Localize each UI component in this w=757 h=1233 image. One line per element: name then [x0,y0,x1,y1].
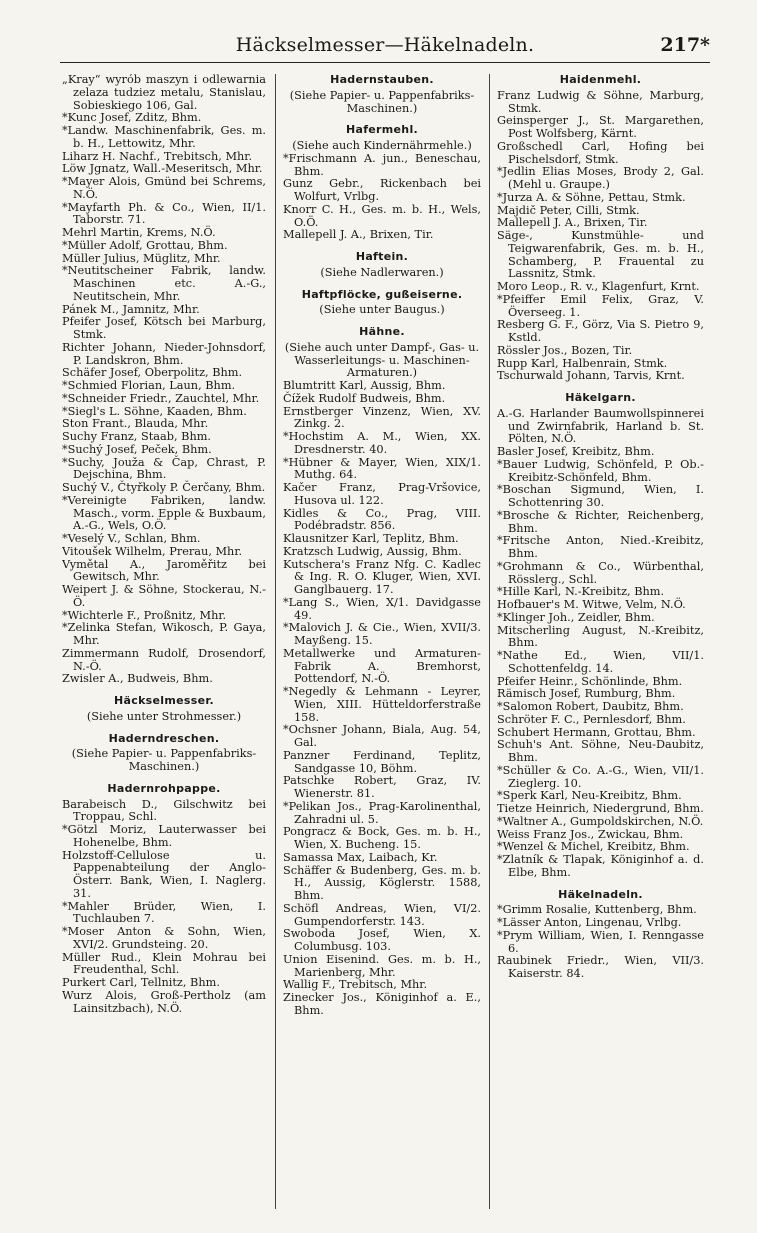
directory-entry: *Müller Adolf, Grottau, Bhm. [62,238,228,252]
directory-entry: Raubinek Friedr., Wien, VII/3. Kaiserstr. 84. [497,954,704,980]
directory-entry: *Zlatník & Tlapak, Königinhof a. d. Elbe, Bhm. [497,853,704,879]
section-note: (Siehe Nadlerwaren.) [320,265,444,279]
directory-entry: Purkert Carl, Tellnitz, Bhm. [62,976,220,989]
directory-entry: Weipert J. & Söhne, Stockerau, N.-Ö. [62,583,266,609]
directory-entry: *Neutitscheiner Fabrik, landw. Maschinen etc. A.-G., Neutitschein, Mhr. [62,264,266,303]
column-left [62,74,266,1209]
directory-entry: Wallig F., Trebitsch, Mhr. [283,978,428,992]
directory-entry: Gunz Gebr., Rickenbach bei Wolfurt, Vrlbg. [283,177,481,203]
directory-entry: Zimmermann Rudolf, Drosendorf, N.-Ö. [62,646,266,673]
directory-section [283,124,481,242]
directory-entry: Patschke Robert, Graz, IV. Wienerstr. 81. [283,774,481,800]
directory-entry: Schubert Hermann, Grottau, Bhm. [497,725,696,739]
directory-entry: Kutschera's Franz Nfg. C. Kadlec & Ing. R. O. Kluger, Wien, XVI. Ganglbauerg. 17. [283,557,481,596]
section-note: (Siehe Papier- u. Pappenfabriks-Maschinen.) [289,88,475,115]
directory-entry: Löw Jgnatz, Wall.-Meseritsch, Mhr. [62,162,263,176]
directory-entry: Ernstberger Vinzenz, Wien, XV. Zinkg. 2. [283,404,481,431]
directory-entry: Weiss Franz Jos., Zwickau, Bhm. [497,827,684,841]
directory-entry: Liharz H. Nachf., Trebitsch, Mhr. [62,149,253,163]
directory-entry: *Siegl's L. Söhne, Kaaden, Bhm. [62,404,247,418]
directory-entry: Müller Rud., Klein Mohrau bei Freudenthal, Schl. [62,950,266,977]
directory-entry: Schuh's Ant. Söhne, Neu-Daubitz, Bhm. [497,738,704,764]
directory-entry: *Hübner & Mayer, Wien, XIX/1. Muthg. 64. [283,455,481,482]
directory-entry: *Suchý Josef, Peček, Bhm. [62,442,212,456]
directory-entry: „Kray“ wyrób maszyn i odlewarnia zelaza tudziez metalu, Stanislau, Sobieskiego 106, Gal. [62,74,266,112]
section-heading: Hähne. [359,325,405,338]
directory-entry: Mitscherling August, N.-Kreibitz, Bhm. [497,623,704,650]
directory-section [497,392,704,880]
section-note: (Siehe auch unter Dampf-, Gas- u. Wasserleitungs- u. Maschinen-Armaturen.) [284,340,480,380]
directory-entry: Vitoušek Wilhelm, Prerau, Mhr. [62,544,243,558]
directory-entry: Geinsperger J., St. Margarethen, Post Wolfsberg, Kärnt. [497,114,704,140]
directory-entry: *Wenzel & Michel, Kreibitz, Bhm. [497,840,690,854]
directory-entry: *Kunc Josef, Zditz, Bhm. [62,111,202,125]
directory-entry: *Jurza A. & Söhne, Pettau, Stmk. [497,190,686,204]
directory-entry: Säge-, Kunstmühle- und Teigwarenfabrik, Ges. m. b. H., Schamberg, P. Frauental zu Lassnitz, Stmk. [497,229,704,281]
directory-entry: *Negedly & Lehmann - Leyrer, Wien, XIII. Hütteldorferstraße 158. [283,685,481,724]
directory-entry: Barabeisch D., Gilschwitz bei Troppau, Schl. [62,797,266,824]
directory-entry: Rupp Karl, Halbenrain, Stmk. [497,356,668,370]
directory-entry: *Frischmann A. jun., Beneschau, Bhm. [283,151,481,178]
directory-entry: *Brosche & Richter, Reichenberg, Bhm. [497,508,704,535]
directory-entry: *Mayfarth Ph. & Co., Wien, II/1. Taborstr. 71. [62,200,266,227]
directory-entry: Richter Johann, Nieder-Johnsdorf, P. Landskron, Bhm. [62,340,266,367]
directory-entry: *Mahler Brüder, Wien, I. Tuchlauben 7. [62,899,266,926]
directory-section [62,695,266,724]
directory-entry: *Veselý V., Schlan, Bhm. [62,532,201,545]
directory-section [497,889,704,981]
directory-entry: *Hochstim A. M., Wien, XX. Dresdnerstr. 40. [283,430,481,456]
directory-entry: *Salomon Robert, Daubitz, Bhm. [497,700,684,713]
directory-entry: *Götzl Moriz, Lauterwasser bei Hohenelbe, Bhm. [62,823,266,849]
section-heading: Häkelgarn. [565,391,636,404]
directory-entry: Suchý V., Čtyřkoly P. Čerčany, Bhm. [62,481,266,494]
directory-entry: *Nathe Ed., Wien, VII/1. Schottenfeldg. 14. [497,649,704,675]
directory-entry: *Jedlin Elias Moses, Brody 2, Gal. (Mehl u. Graupe.) [497,165,704,191]
directory-entry: Kratzsch Ludwig, Aussig, Bhm. [283,544,462,558]
column-divider [489,74,490,1209]
directory-entry: *Schneider Friedr., Zauchtel, Mhr. [62,391,260,405]
directory-entry: *Moser Anton & Sohn, Wien, XVI/2. Grundsteing. 20. [62,925,266,951]
directory-entry: *Malovich J. & Cie., Wien, XVII/3. Mayßeng. 15. [283,621,481,647]
directory-entry: A.-G. Harlander Baumwollspinnerei und Zwirnfabrik, Harland b. St. Pölten, N.Ö. [497,406,704,446]
directory-entry: *Hille Karl, N.-Kreibitz, Bhm. [497,585,665,599]
column-right [497,74,704,1209]
directory-section [62,783,266,1016]
directory-entry: Schöfl Andreas, Wien, VI/2. Gumpendorferstr. 143. [283,901,481,928]
directory-entry: Holzstoff-Cellulose u. Pappenabteilung der Anglo-Österr. Bank, Wien, I. Naglerg. 31. [62,848,266,900]
directory-entry: *Mayer Alois, Gmünd bei Schrems, N.Ö. [62,175,266,201]
directory-entry: Ston Frant., Blauda, Mhr. [62,417,209,431]
section-heading: Hadernrohpappe. [107,781,221,795]
section-heading: Hafermehl. [345,123,418,137]
section-heading: Hadernstauben. [330,74,434,86]
section-heading: Häkelnadeln. [558,887,643,901]
directory-entry: Pfeifer Heinr., Schönlinde, Bhm. [497,674,683,688]
directory-entry: Resberg G. F., Görz, Via S. Pietro 9, Kstld. [497,318,704,344]
directory-entry: Schäfer Josef, Oberpolitz, Bhm. [62,366,243,380]
directory-section [283,74,481,115]
directory-entry: *Wichterle F., Proßnitz, Mhr. [62,608,227,622]
section-heading: Häckselmesser. [114,694,214,707]
directory-section [283,326,481,1018]
directory-section [62,74,266,686]
directory-entry: Großschedl Carl, Hofing bei Pischelsdorf, Stmk. [497,139,704,166]
directory-entry: *Prym William, Wien, I. Renngasse 6. [497,928,704,955]
directory-section [497,74,704,383]
directory-entry: Kačer Franz, Prag-Vršovice, Husova ul. 122. [283,481,481,507]
directory-entry: Čížek Rudolf Budweis, Bhm. [283,391,446,405]
directory-entry: Tschurwald Johann, Tarvis, Krnt. [497,369,685,383]
directory-entry: Blumtritt Karl, Aussig, Bhm. [283,379,446,392]
section-note: (Siehe Papier- u. Pappenfabriks-Maschinen.) [71,747,257,773]
section-note: (Siehe unter Baugus.) [319,303,445,317]
directory-entry: Pfeifer Josef, Kötsch bei Marburg, Stmk. [62,315,266,341]
directory-entry: *Fritsche Anton, Nied.-Kreibitz, Bhm. [497,534,704,560]
directory-entry: Schröter F. C., Pernlesdorf, Bhm. [497,712,686,726]
directory-entry: Majdič Peter, Cilli, Stmk. [497,203,640,217]
page-header [60,32,710,63]
directory-entry: Klausnitzer Karl, Teplitz, Bhm. [283,532,459,545]
directory-entry: *Pelikan Jos., Prag-Karolinenthal, Zahradni ul. 5. [283,799,481,826]
directory-entry: *Zelinka Stefan, Wikosch, P. Gaya, Mhr. [62,621,266,647]
directory-entry: Metallwerke und Armaturen-Fabrik A. Bremhorst, Pottendorf, N.-Ö. [283,646,481,686]
directory-entry: Union Eisenind. Ges. m. b. H., Marienberg, Mhr. [283,952,481,979]
directory-section [62,733,266,774]
directory-entry: *Schüller & Co. A.-G., Wien, VII/1. Zieglerg. 10. [497,763,704,790]
directory-entry: *Boschan Sigmund, Wien, I. Schottenring 30. [497,483,704,509]
directory-entry: *Lang S., Wien, X/1. Davidgasse 49. [283,595,481,622]
directory-section [283,289,481,318]
directory-entry: Mallepell J. A., Brixen, Tir. [497,216,648,230]
directory-entry: *Grimm Rosalie, Kuttenberg, Bhm. [497,903,697,917]
directory-entry: *Vereinigte Fabriken, landw. Masch., vorm. Epple & Buxbaum, A.-G., Wels, O.Ö. [62,493,266,533]
directory-entry: Pongracz & Bock, Ges. m. b. H., Wien, X. Bucheng. 15. [283,825,481,851]
directory-entry: Kidles & Co., Prag, VIII. Podébradstr. 856. [283,506,481,533]
directory-entry: Zinecker Jos., Königinhof a. E., Bhm. [283,991,481,1017]
directory-entry: *Lässer Anton, Lingenau, Vrlbg. [497,916,682,929]
directory-entry: Vymětal A., Jaroměřitz bei Gewitsch, Mhr. [62,557,266,584]
directory-entry: Mehrl Martin, Krems, N.Ö. [62,226,216,239]
section-heading: Haftpflöcke, gußeiserne. [301,287,463,301]
directory-entry: Rämisch Josef, Rumburg, Bhm. [497,687,676,701]
directory-entry: Franz Ludwig & Söhne, Marburg, Stmk. [497,88,704,115]
directory-entry: *Klinger Joh., Zeidler, Bhm. [497,610,655,624]
directory-entry: Swoboda Josef, Wien, X. Columbusg. 103. [283,927,481,953]
page-title: Häckselmesser—Häkelnadeln. [235,34,535,56]
column-divider [275,74,276,1209]
section-note: (Siehe unter Strohmesser.) [86,709,242,723]
directory-entry: Moro Leop., R. v., Klagenfurt, Krnt. [497,280,700,293]
directory-entry: Samassa Max, Laibach, Kr. [283,850,438,864]
directory-section [283,251,481,280]
column-middle [283,74,481,1209]
section-heading: Haidenmehl. [559,74,642,86]
directory-entry: Rössler Jos., Bozen, Tir. [497,343,633,357]
directory-entry: Zwisler A., Budweis, Bhm. [62,672,213,686]
directory-entry: *Waltner A., Gumpoldskirchen, N.Ö. [497,814,704,828]
directory-entry: Tietze Heinrich, Niedergrund, Bhm. [497,802,704,815]
directory-entry: Schäffer & Budenberg, Ges. m. b. H., Aussig, Köglerstr. 1588, Bhm. [283,863,481,902]
directory-entry: *Sperk Karl, Neu-Kreibitz, Bhm. [497,789,682,803]
directory-entry: *Landw. Maschinenfabrik, Ges. m. b. H., Lettowitz, Mhr. [62,124,266,150]
directory-entry: Knorr C. H., Ges. m. b. H., Wels, O.Ö. [283,202,481,229]
section-note: (Siehe auch Kindernährmehle.) [292,139,472,152]
page-number: 217* [660,34,710,56]
section-heading: Haderndreschen. [108,731,220,745]
directory-entry: Hofbauer's M. Witwe, Velm, N.Ö. [497,598,686,611]
directory-entry: Wurz Alois, Groß-Pertholz (am Lainsitzbach), N.Ö. [62,988,266,1015]
directory-entry: Müller Julius, Müglitz, Mhr. [62,251,221,265]
directory-entry: Suchy Franz, Staab, Bhm. [62,430,212,443]
directory-entry: *Bauer Ludwig, Schönfeld, P. Ob.-Kreibitz-Schönfeld, Bhm. [497,457,704,484]
directory-entry: *Pfeiffer Emil Felix, Graz, V. Överseeg. 1. [497,292,704,319]
directory-entry: Mallepell J. A., Brixen, Tir. [283,228,434,242]
directory-entry: Panzner Ferdinand, Teplitz, Sandgasse 10, Böhm. [283,748,481,775]
directory-entry: *Schmied Florian, Laun, Bhm. [62,379,236,392]
directory-entry: *Suchy, Jouža & Čap, Chrast, P. Dejschina, Bhm. [62,455,266,482]
directory-entry: *Ochsner Johann, Biala, Aug. 54, Gal. [283,723,481,749]
directory-entry: *Grohmann & Co., Würbenthal, Rösslerg., Schl. [497,559,704,586]
directory-entry: Basler Josef, Kreibitz, Bhm. [497,445,655,458]
section-heading: Haftein. [355,250,409,263]
directory-entry: Pánek M., Jamnitz, Mhr. [62,302,200,316]
